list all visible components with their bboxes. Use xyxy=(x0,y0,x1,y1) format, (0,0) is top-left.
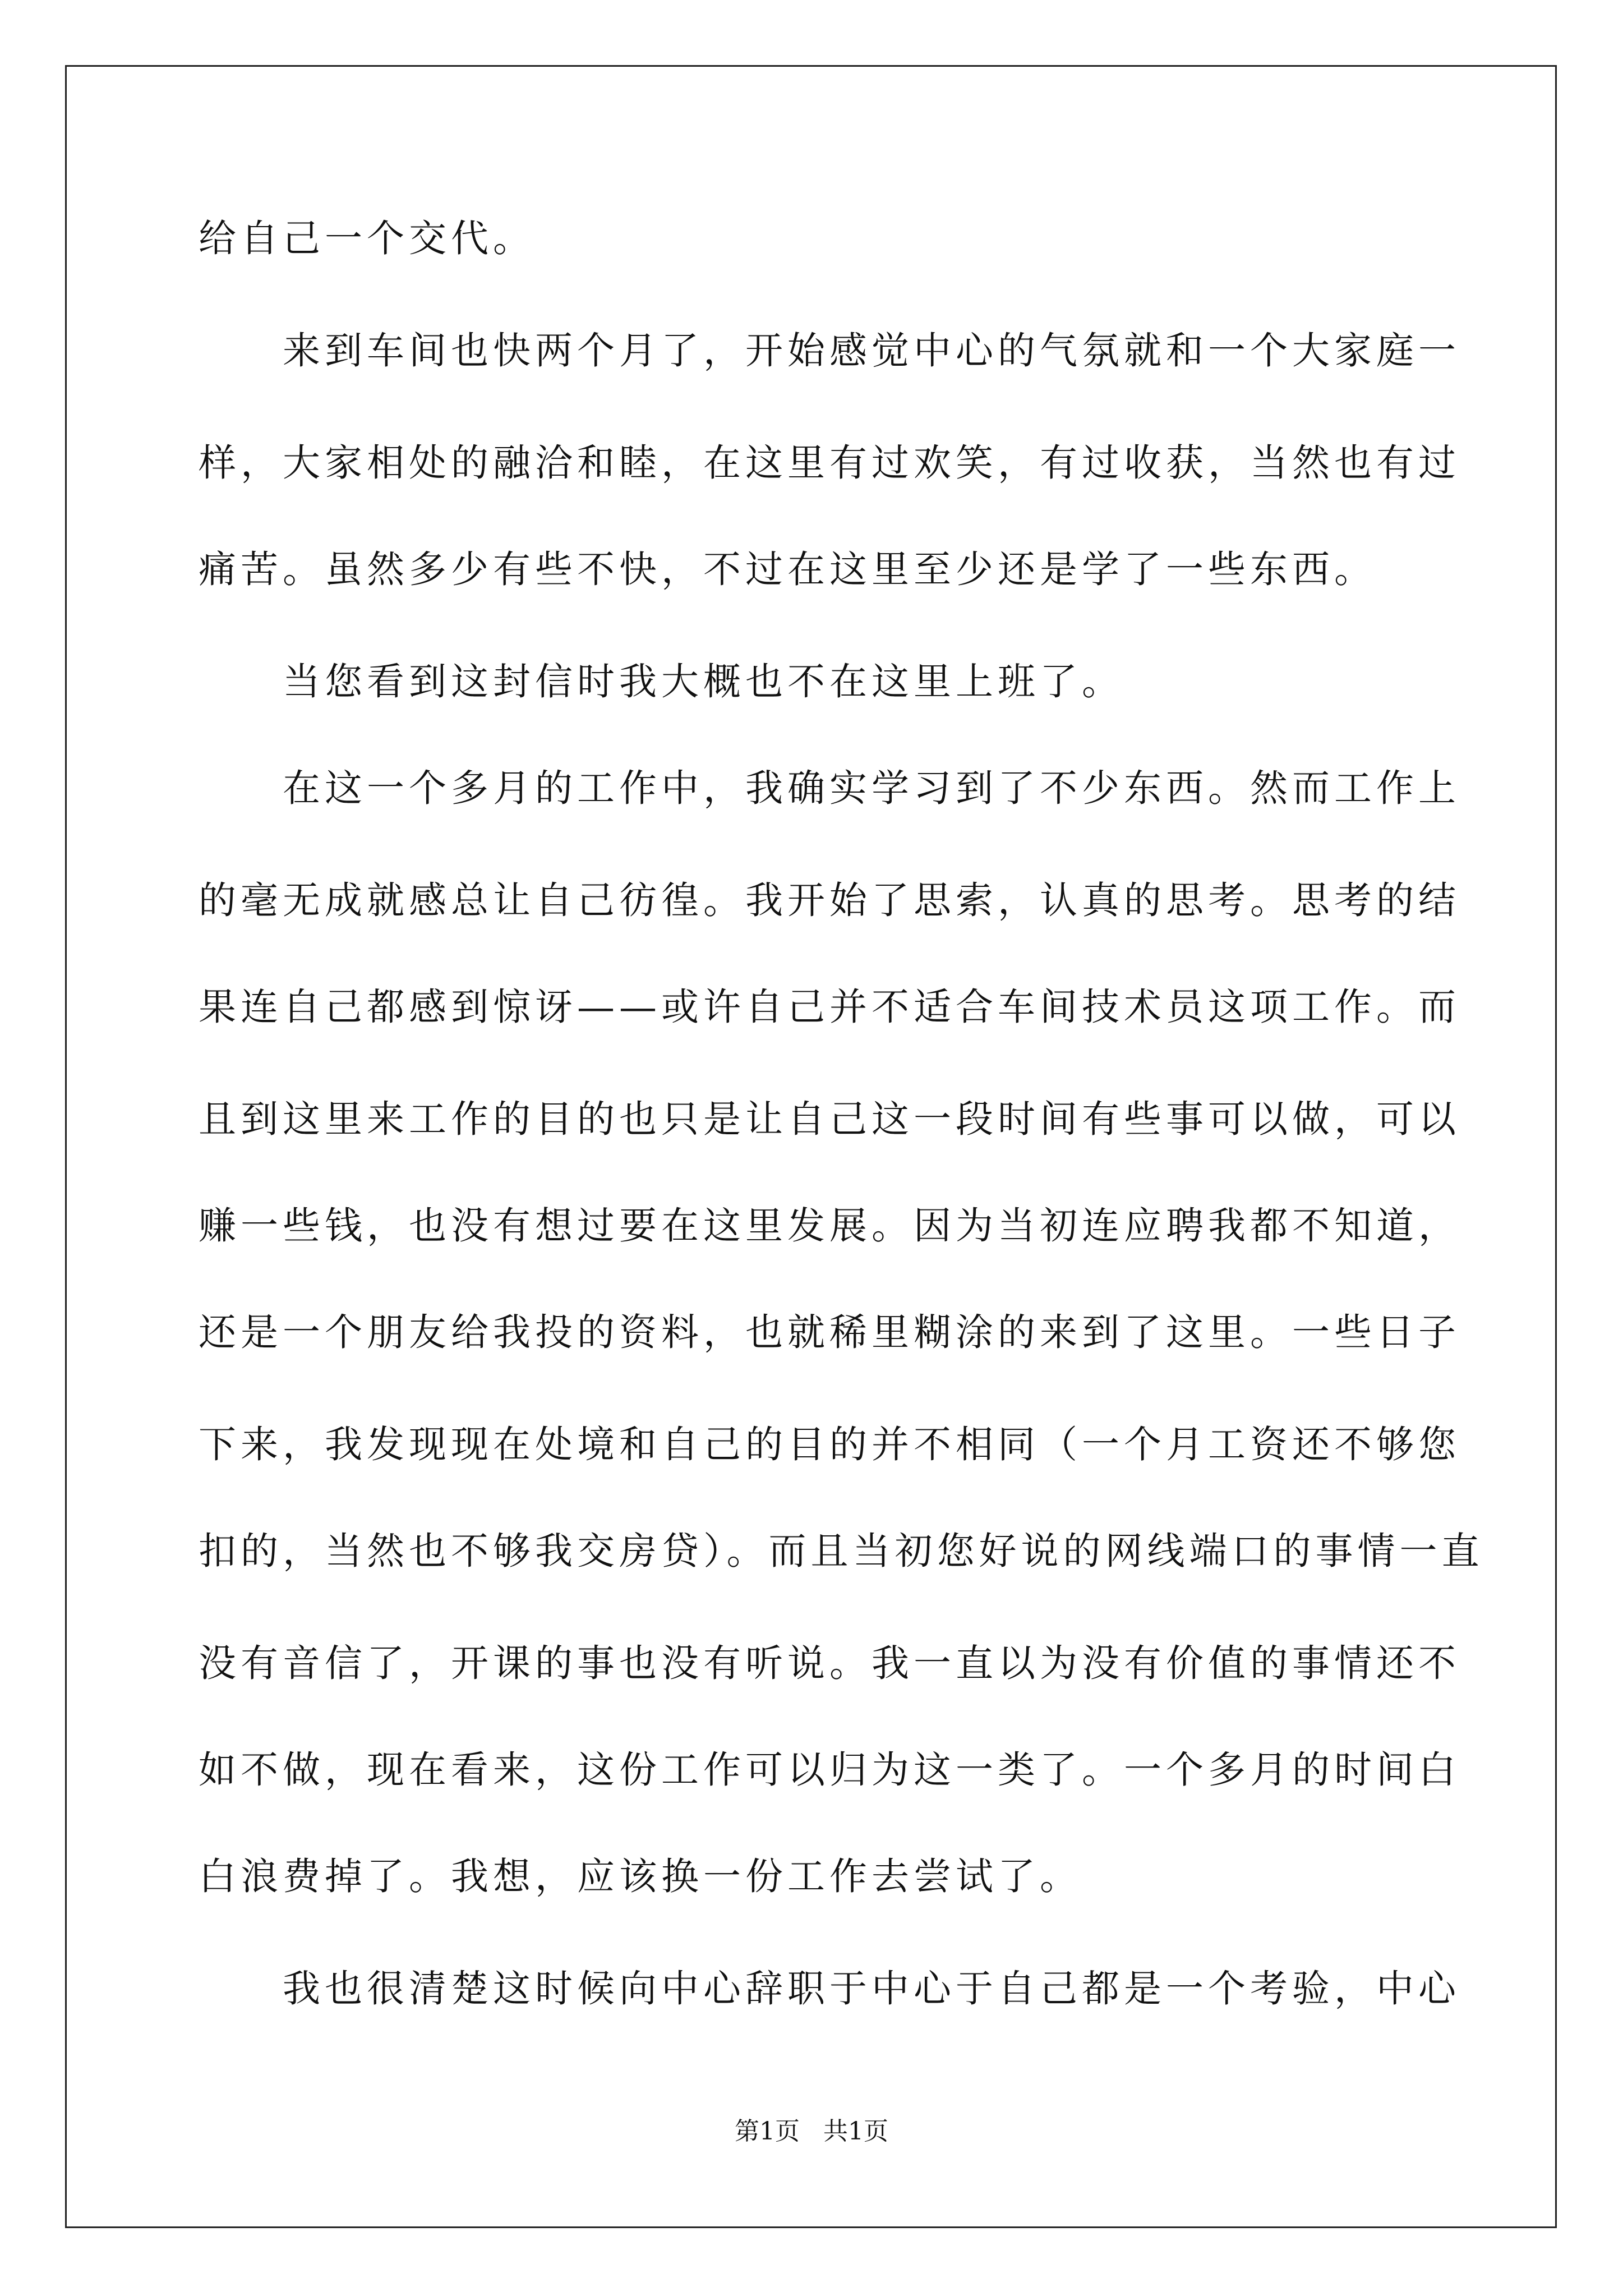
page-number-footer: 第1页 共1页 xyxy=(735,2117,888,2146)
body-line-16: 白浪费掉了。我想，应该换一份工作去尝试了。 xyxy=(199,1855,1082,1898)
body-line-1: 给自己一个交代。 xyxy=(199,217,535,260)
body-line-7: 的毫无成就感总让自己彷徨。我开始了思索，认真的思考。思考的结 xyxy=(199,878,1460,922)
body-line-12: 下来，我发现现在处境和自己的目的并不相同（一个月工资还不够您 xyxy=(199,1423,1460,1466)
body-line-6: 在这一个多月的工作中，我确实学习到了不少东西。然而工作上 xyxy=(283,766,1460,810)
page-border xyxy=(65,65,1557,2228)
body-line-13: 扣的，当然也不够我交房贷）。而且当初您好说的网线端口的事情一直 xyxy=(199,1529,1484,1573)
body-line-3: 样，大家相处的融洽和睦，在这里有过欢笑，有过收获，当然也有过 xyxy=(199,441,1460,485)
body-line-4: 痛苦。虽然多少有些不快，不过在这里至少还是学了一些东西。 xyxy=(199,547,1376,591)
body-line-5: 当您看到这封信时我大概也不在这里上班了。 xyxy=(283,660,1124,703)
body-line-15: 如不做，现在看来，这份工作可以归为这一类了。一个多月的时间白 xyxy=(199,1748,1460,1792)
body-line-9: 且到这里来工作的目的也只是让自己这一段时间有些事可以做，可以 xyxy=(199,1097,1460,1141)
body-line-8: 果连自己都感到惊讶——或许自己并不适合车间技术员这项工作。而 xyxy=(199,985,1460,1029)
body-line-10: 赚一些钱，也没有想过要在这里发展。因为当初连应聘我都不知道， xyxy=(199,1204,1460,1248)
body-line-17: 我也很清楚这时候向中心辞职于中心于自己都是一个考验，中心 xyxy=(283,1967,1460,2010)
body-line-14: 没有音信了，开课的事也没有听说。我一直以为没有价值的事情还不 xyxy=(199,1641,1460,1685)
body-line-11: 还是一个朋友给我投的资料，也就稀里糊涂的来到了这里。一些日子 xyxy=(199,1310,1460,1354)
body-line-2: 来到车间也快两个月了，开始感觉中心的气氛就和一个大家庭一 xyxy=(283,329,1460,372)
